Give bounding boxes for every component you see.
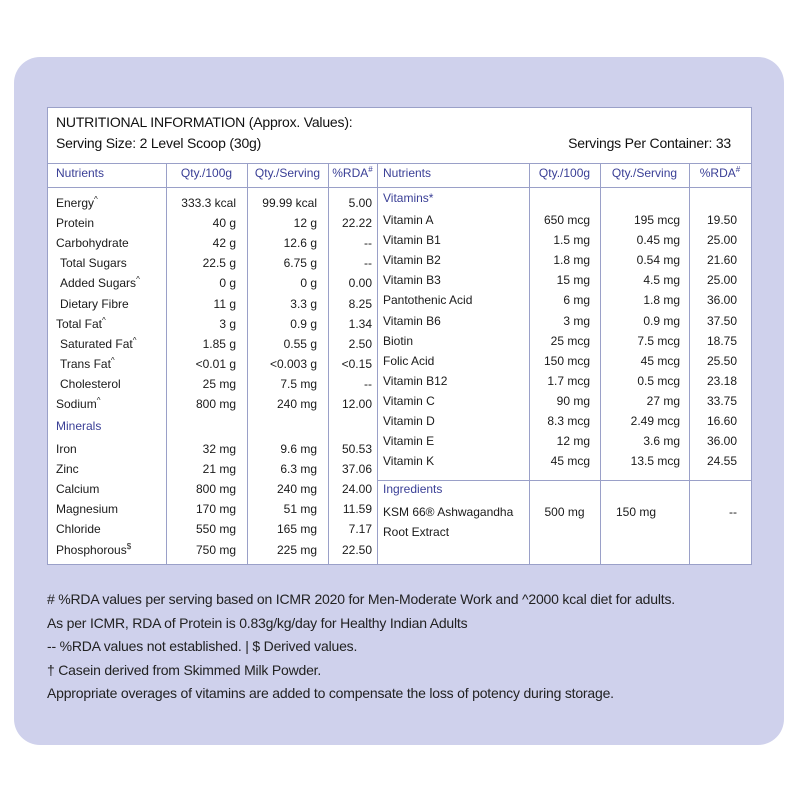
header-bottom-rule [48,187,751,188]
qty-100g: 11 g [213,296,236,311]
qty-serving: 165 mg [276,522,317,537]
qty-100g: 3 mg [563,313,590,328]
qty-100g: 8.3 mcg [547,414,590,428]
nutrient-name: Protein [56,216,95,231]
table-row [48,311,753,331]
nutrient-name: Dietary Fibre [60,296,129,311]
nutrient-name: Added Sugars^ [60,275,140,291]
rda-value: 11.59 [342,502,372,517]
rda-value: 5.00 [348,196,372,210]
nutrient-name: Phosphorous$ [56,541,132,557]
qty-serving: 0 g [300,276,317,291]
rda-value: 36.00 [706,293,737,308]
rda-value: 21.60 [706,253,737,268]
footnotes [47,588,767,706]
qty-100g: 6 mg [563,293,590,308]
qty-serving: 0.9 mg [643,313,680,328]
qty-100g: 750 mg [195,542,236,557]
serving-size: Serving Size: 2 Level Scoop (30g) [56,135,262,151]
ingredient-qty-serving: 150 mg [616,505,657,519]
table-row [48,431,753,451]
rda-value: 7.17 [348,522,372,537]
rda-value: 50.53 [341,442,372,456]
qty-serving: 51 mg [283,502,317,517]
ingredient-name-cont: Root Extract [383,525,450,539]
nutrient-name: Vitamin C [383,393,435,408]
qty-serving: 240 mg [276,482,317,497]
rda-value: 22.22 [341,216,372,231]
qty-100g: 800 mg [195,397,236,411]
rda-value: -- [364,376,372,391]
qty-serving: 3.3 g [290,296,317,311]
table-row [48,371,753,391]
qty-serving: 12.6 g [283,236,317,251]
table-title: NUTRITIONAL INFORMATION (Approx. Values): [56,114,353,130]
qty-100g: 0 g [219,276,236,291]
rda-value: -- [364,256,372,271]
header-top-rule [48,163,751,164]
header-qty-serving-right: Qty./Serving [611,166,678,180]
qty-100g: 650 mcg [543,213,590,227]
nutrient-name: Carbohydrate [56,236,129,251]
qty-100g: 25 mcg [550,333,590,348]
rda-value: 25.00 [706,273,737,288]
vitamins-title: Vitamins* [383,191,434,205]
nutrient-name: Vitamin B12 [383,373,448,388]
nutrient-name: Folic Acid [383,353,435,368]
rda-value: 33.75 [706,393,737,408]
nutrient-name: Iron [56,442,77,456]
nutrient-name: Zinc [56,462,79,477]
minerals-title: Minerals [56,419,102,433]
qty-100g: 22.5 g [202,256,236,271]
nutrient-name: Vitamin B6 [383,313,441,328]
qty-100g: 150 mcg [543,353,590,368]
rda-value: 36.00 [706,434,737,449]
qty-100g: 1.7 mcg [547,373,590,388]
qty-100g: 1.85 g [202,336,236,351]
qty-serving: 0.54 mg [636,253,680,268]
footnote-overages: Appropriate overages of vitamins are added to compensate the loss of potency during storage. [47,685,614,701]
nutrient-name: Vitamin K [383,454,435,469]
qty-100g: 800 mg [195,482,236,497]
header-rda-right: %RDA# [699,165,741,180]
nutrient-name: Total Sugars [60,256,127,271]
nutrient-name: Cholesterol [60,376,121,391]
qty-100g: 170 mg [195,502,236,517]
nutrient-name: Biotin [383,333,414,348]
footnote-casein: † Casein derived from Skimmed Milk Powder. [47,661,322,678]
header-qty-100g-left: Qty./100g [180,166,233,180]
rda-value: 16.60 [706,414,737,428]
nutrient-name: Magnesium [56,502,119,517]
rda-value: 22.50 [341,542,372,557]
qty-serving: 0.55 g [283,336,317,351]
qty-100g: 15 mg [556,273,590,288]
qty-100g: 25 mg [202,376,236,391]
qty-100g: 40 g [212,216,236,231]
rda-value: 8.25 [348,296,372,311]
qty-serving: 6.75 g [283,256,317,271]
table-row [48,250,753,270]
rda-value: 25.50 [706,353,737,368]
rda-value: 1.34 [348,316,372,331]
table-row [48,230,753,250]
qty-serving: 9.6 mg [280,442,317,456]
nutrient-name: Chloride [56,522,101,537]
qty-serving: 99.99 kcal [262,196,317,210]
rda-value: 24.55 [706,454,737,469]
nutrient-name: Vitamin D [383,414,435,428]
nutrient-name: Vitamin B2 [383,253,441,268]
rda-value: 19.50 [706,213,737,227]
qty-serving: 195 mcg [633,213,680,227]
table-row [48,451,753,471]
qty-serving: 7.5 mg [280,376,317,391]
nutrient-name: Saturated Fat^ [60,335,137,351]
qty-100g: 550 mg [195,522,236,537]
table-row [48,290,753,310]
rda-value: 23.18 [706,373,737,388]
table-row [48,540,753,560]
qty-100g: 1.8 mg [553,253,590,268]
qty-100g: 333.3 kcal [181,196,236,210]
ingredient-qty-100g: 500 mg [544,505,585,519]
ingredients-rule [377,480,751,481]
rda-value: 18.75 [706,333,737,348]
qty-100g: 42 g [212,236,236,251]
rda-value: 2.50 [348,336,372,351]
nutrient-name: Sodium^ [56,396,101,411]
rda-value: 37.50 [706,313,737,328]
rda-value: 24.00 [341,482,372,497]
qty-serving: 0.9 g [290,316,317,331]
footnote-rda: # %RDA values per serving based on ICMR 2020 for Men-Moderate Work and ^2000 kcal diet for adults. [47,591,675,607]
qty-100g: 45 mcg [550,454,590,469]
header-qty-100g-right: Qty./100g [538,166,591,180]
nutrient-name: Trans Fat^ [60,355,115,371]
qty-serving: 12 g [293,216,317,231]
qty-serving: 6.3 mg [280,462,317,477]
qty-100g: 32 mg [202,442,236,456]
nutrient-name: Vitamin B1 [383,233,441,248]
rda-value: 37.06 [341,462,372,477]
rda-value: 25.00 [706,233,737,248]
rda-value: <0.15 [341,356,372,371]
qty-serving: 3.6 mg [643,434,680,449]
nutrient-name: Total Fat^ [56,315,106,331]
table-row [48,270,753,290]
ingredient-name: KSM 66® Ashwagandha [383,505,514,519]
footnote-not-established: -- %RDA values not established. | $ Derived values. [47,638,358,654]
table-row [48,391,753,411]
qty-100g: 21 mg [202,462,236,477]
qty-serving: 0.5 mcg [637,373,680,388]
nutrient-name: Vitamin A [383,213,434,227]
table-row [48,351,753,371]
qty-serving: 240 mg [276,397,317,411]
nutrient-name: Pantothenic Acid [383,293,473,308]
qty-serving: <0.003 g [269,356,317,371]
qty-100g: <0.01 g [195,356,236,371]
qty-100g: 90 mg [556,393,590,408]
rda-value: 12.00 [341,397,372,411]
qty-serving: 7.5 mcg [637,333,680,348]
header-rda-left: %RDA# [332,165,373,180]
header-nutrients-right: Nutrients [383,166,432,180]
header-nutrients-left: Nutrients [56,166,105,180]
table-row [48,331,753,351]
ingredients-title: Ingredients [383,482,443,496]
table-row [48,210,753,230]
rda-value: -- [364,236,372,251]
table-row [48,411,753,431]
qty-serving: 2.49 mcg [630,414,680,428]
nutrition-table [47,107,752,565]
nutrient-name: Calcium [56,482,100,497]
qty-100g: 1.5 mg [553,233,590,248]
qty-100g: 3 g [219,316,236,331]
qty-serving: 45 mcg [640,353,680,368]
nutrient-name: Vitamin E [383,434,435,449]
qty-serving: 1.8 mg [643,293,680,308]
qty-serving: 13.5 mcg [630,454,680,469]
qty-serving: 27 mg [646,393,680,408]
nutrient-name: Vitamin B3 [383,273,441,288]
qty-serving: 225 mg [276,542,317,557]
ingredient-rda: -- [729,505,737,519]
servings-per-container: Servings Per Container: 33 [568,135,731,151]
qty-100g: 12 mg [556,434,590,449]
header-qty-serving-left: Qty./Serving [254,166,321,180]
rda-value: 0.00 [348,276,372,291]
nutrient-name: Energy^ [56,195,98,210]
qty-serving: 0.45 mg [636,233,680,248]
qty-serving: 4.5 mg [643,273,680,288]
footnote-protein: As per ICMR, RDA of Protein is 0.83g/kg/day for Healthy Indian Adults [47,614,468,631]
